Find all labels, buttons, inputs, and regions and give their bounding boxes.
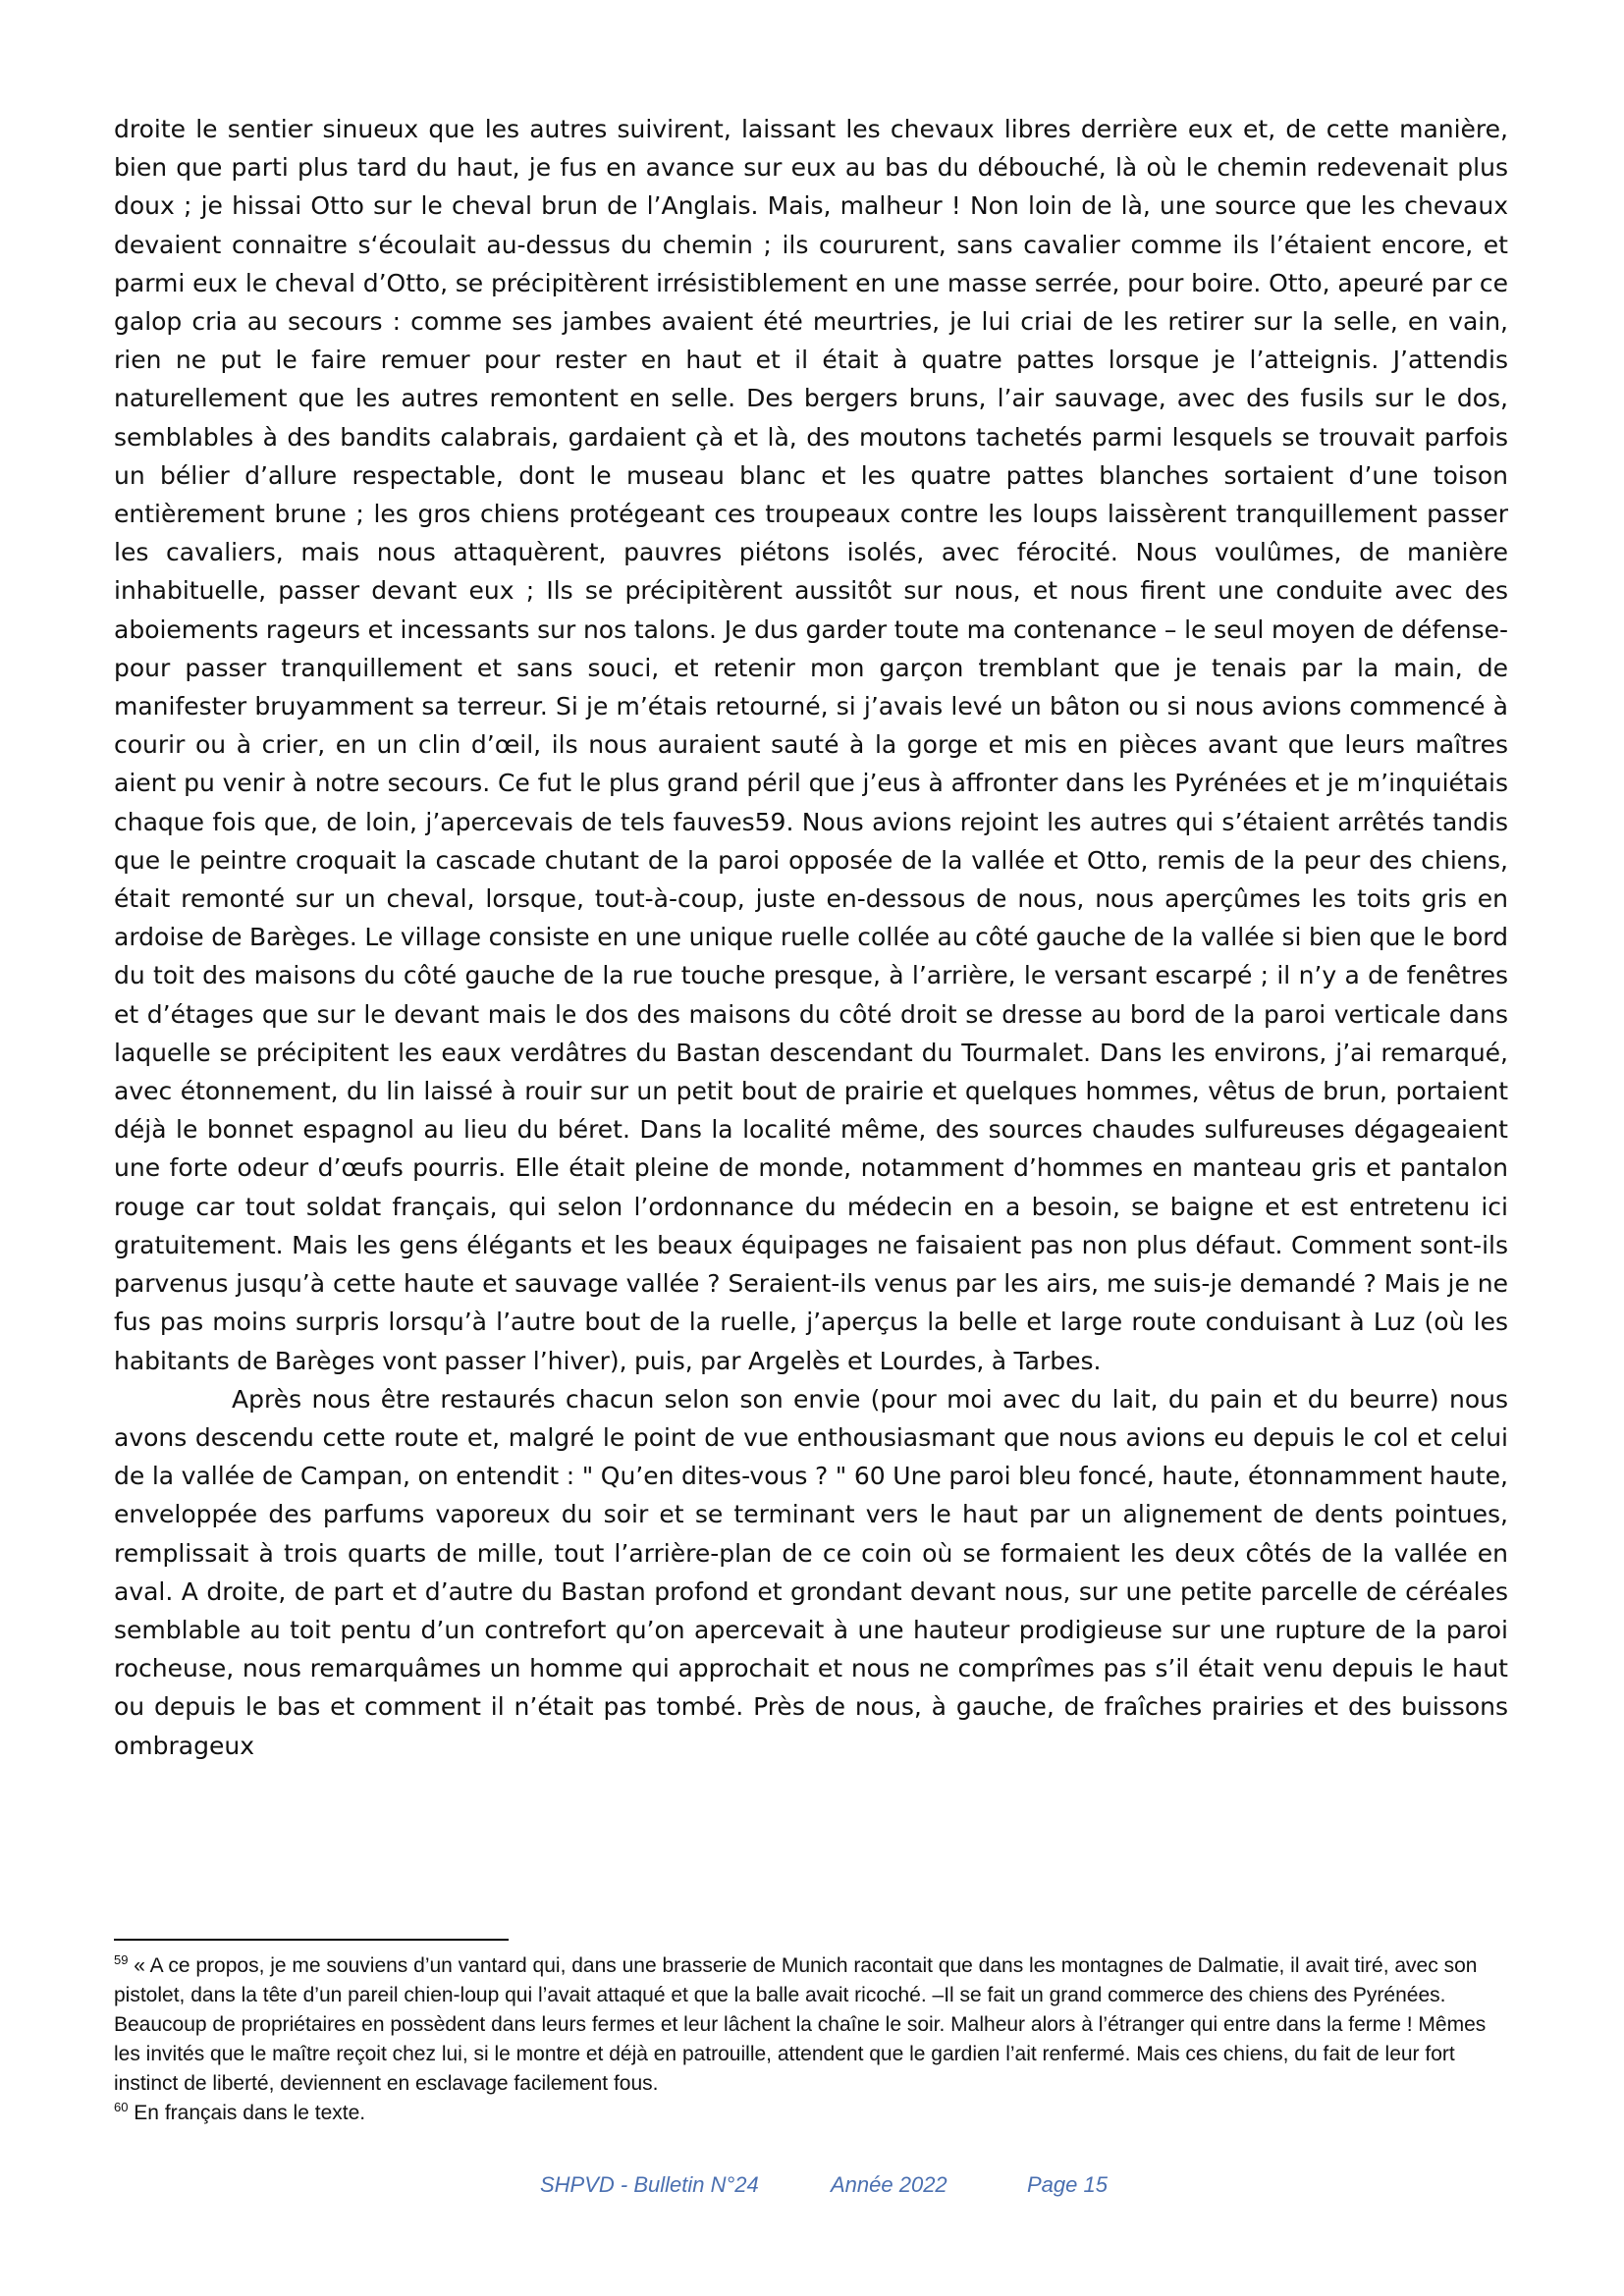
footer-publication: SHPVD - Bulletin N°24	[540, 2172, 759, 2197]
paragraph-text: Après nous être restaurés chacun selon son envie (pour moi avec du lait, du pain et du beurre) nous avons descendu cette route et, malgré le point de vue enthousiasmant que nous avions eu depuis le col et celui de la vallée de Campan, on entendit : " Qu’en dites-vous ? "	[114, 1384, 1508, 1491]
paragraph-text: Une paroi bleu foncé, haute, étonnamment haute, enveloppée des parfums vaporeux du soir et se terminant vers le haut par un alignement de dents pointues, remplissait à trois quarts de mille, tout l’arrière-plan de ce coin où se formaient les deux côtés de la vallée en aval. A droite, de part et d’autre du Bastan profond et grondant devant nous, sur une petite parcelle de céréales semblable au toit pentu d’un contrefort qu’on apercevait à une hauteur prodigieuse sur une rupture de la paroi rocheuse, nous remarquâmes un homme qui approchait et nous ne comprîmes pas s’il était venu depuis le haut ou depuis le bas et comment il n’était pas tombé. Près de nous, à gauche, de fraîches prairies et des buissons ombrageux	[114, 1462, 1508, 1760]
main-text	[114, 110, 1508, 1765]
footnote-reference[interactable]: 59	[754, 807, 786, 836]
footnote-number: 60	[114, 2100, 129, 2114]
paragraph	[114, 110, 1508, 1380]
footnote-number: 59	[114, 1952, 129, 1967]
footnotes	[114, 1951, 1508, 2128]
footnote-reference[interactable]: 60	[853, 1462, 886, 1491]
footer-year: Année 2022	[831, 2172, 947, 2197]
paragraph-text: . Nous avions rejoint les autres qui s’étaient arrêtés tandis que le peintre croquait la cascade chutant de la paroi opposée de la vallée et Otto, remis de la peur des chiens, était remonté sur un cheval, lorsque, tout-à-coup, juste en-dessous de nous, nous aperçûmes les toits gris en ardoise de Barèges. Le village consiste en une unique ruelle collée au côté gauche de la vallée si bien que le bord du toit des maisons du côté gauche de la rue touche presque, à l’arrière, le versant escarpé ; il n’y a de fenêtres et d’étages que sur le devant mais le dos des maisons du côté droit se dresse au bord de la paroi verticale dans laquelle se précipitent les eaux verdâtres du Bastan descendant du Tourmalet. Dans les environs, j’ai remarqué, avec étonnement, du lin laissé à rouir sur un petit bout de prairie et quelques hommes, vêtus de brun, portaient déjà le bonnet espagnol au lieu du béret. Dans la localité même, des sources chaudes sulfureuses dégageaient une forte odeur d’œufs pourris. Elle était pleine de monde, notamment d’hommes en manteau gris et pantalon rouge car tout soldat français, qui selon l’ordonnance du médecin en a besoin, se baigne et est entretenu ici gratuitement. Mais les gens élégants et les beaux équipages ne faisaient pas non plus défaut. Comment sont-ils parvenus jusqu’à cette haute et sauvage vallée ? Seraient-ils venus par les airs, me suis-je demandé ? Mais je ne fus pas moins surpris lorsqu’à l’autre bout de la ruelle, j’aperçus la belle et large route conduisant à Luz (où les habitants de Barèges vont passer l’hiver), puis, par Argelès et Lourdes, à Tarbes.	[114, 807, 1508, 1375]
footnote	[114, 2099, 1508, 2128]
footnote-text: En français dans le texte.	[128, 2102, 366, 2124]
footer-page-number: Page 15	[1027, 2172, 1108, 2197]
paragraph	[114, 1380, 1508, 1765]
footnote-separator	[114, 1939, 509, 1941]
footnote-text: « A ce propos, je me souviens d’un vantard qui, dans une brasserie de Munich racontait que dans les montagnes de Dalmatie, il avait tiré, avec son pistolet, dans la tête d’un pareil chien-loup qui l’avait attaqué et que la balle avait ricoché. –Il se fait un grand commerce des chiens des Pyrénées. Beaucoup de propriétaires en possèdent dans leurs fermes et leur lâchent la chaîne le soir. Malheur alors à l’étranger qui entre dans la ferme ! Mêmes les invités que le maître reçoit chez lui, si le montre et déjà en patrouille, attendent que le gardien l’ait renfermé. Mais ces chiens, du fait de leur fort instinct de liberté, deviennent en esclavage facilement fous.	[114, 1954, 1487, 2095]
footnote	[114, 1951, 1508, 2099]
paragraph-text: droite le sentier sinueux que les autres suivirent, laissant les chevaux libres derrière eux et, de cette manière, bien que parti plus tard du haut, je fus en avance sur eux au bas du débouché, là où le chemin redevenait plus doux ; je hissai Otto sur le cheval brun de l’Anglais. Mais, malheur ! Non loin de là, une source que les chevaux devaient connaitre s‘écoulait au-dessus du chemin ; ils coururent, sans cavalier comme ils l’étaient encore, et parmi eux le cheval d’Otto, se précipitèrent irrésistiblement en une masse serrée, pour boire. Otto, apeuré par ce galop cria au secours : comme ses jambes avaient été meurtries, je lui criai de les retirer sur la selle, en vain, rien ne put le faire remuer pour rester en haut et il était à quatre pattes lorsque je l’atteignis. J’attendis naturellement que les autres remontent en selle. Des bergers bruns, l’air sauvage, avec des fusils sur le dos, semblables à des bandits calabrais, gardaient çà et là, des moutons tachetés parmi lesquels se trouvait parfois un bélier d’allure respectable, dont le museau blanc et les quatre pattes blanches sortaient d’une toison entièrement brune ; les gros chiens protégeant ces troupeaux contre les loups laissèrent tranquillement passer les cavaliers, mais nous attaquèrent, pauvres piétons isolés, avec férocité. Nous voulûmes, de manière inhabituelle, passer devant eux ; Ils se précipitèrent aussitôt sur nous, et nous firent une conduite avec des aboiements rageurs et incessants sur nos talons. Je dus garder toute ma contenance – le seul moyen de défense- pour passer tranquillement et sans souci, et retenir mon garçon tremblant que je tenais par la main, de manifester bruyamment sa terreur. Si je m’étais retourné, si j’avais levé un bâton ou si nous avions commencé à courir ou à crier, en un clin d’œil, ils nous auraient sauté à la gorge et mis en pièces avant que leurs maîtres aient pu venir à notre secours. Ce fut le plus grand péril que j’eus à affronter dans les Pyrénées et je m’inquiétais chaque fois que, de loin, j’apercevais de tels fauves	[114, 115, 1508, 836]
